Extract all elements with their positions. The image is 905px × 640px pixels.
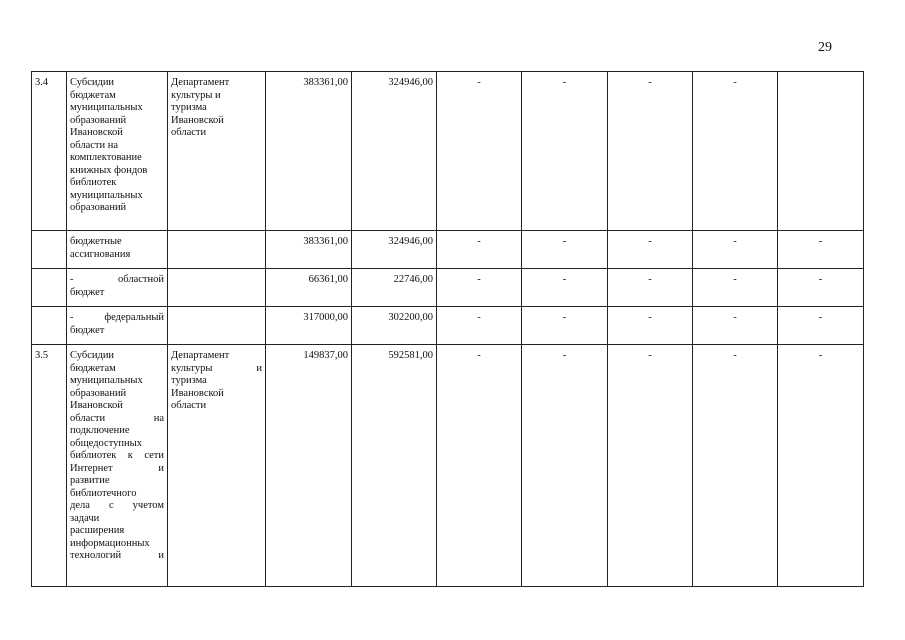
row-cell: - <box>778 345 864 587</box>
row-cell: - <box>778 269 864 307</box>
row-cell: - <box>693 307 778 345</box>
table-row <box>32 345 864 587</box>
row-value-1: 149837,00 <box>266 345 352 587</box>
row-cell: - <box>778 307 864 345</box>
row-description: Субсидии бюджетам муниципальных образований Ивановской области на комплектование книжных фондов библиотек муниципальных образований <box>67 72 168 231</box>
row-executor <box>168 269 266 307</box>
row-cell: - <box>437 72 522 231</box>
row-cell: - <box>522 345 608 587</box>
table-row <box>32 72 864 231</box>
row-executor <box>168 231 266 269</box>
row-cell <box>778 72 864 231</box>
table-row <box>32 307 864 345</box>
row-cell: - <box>522 231 608 269</box>
table-row <box>32 269 864 307</box>
row-cell: - <box>778 231 864 269</box>
row-cell: - <box>522 307 608 345</box>
row-description: Субсидии бюджетам муниципальных образований Ивановской области на подключение общедоступных библиотек к сети Интернет и развитие библиотечного дела с учетом задачи расширения информационных технологий и <box>67 345 168 587</box>
row-description: - федеральный бюджет <box>67 307 168 345</box>
row-index <box>32 231 67 269</box>
row-cell: - <box>693 231 778 269</box>
row-description: - областной бюджет <box>67 269 168 307</box>
row-cell: - <box>608 231 693 269</box>
row-executor: Департамент культуры и туризма Ивановской области <box>168 72 266 231</box>
row-cell: - <box>608 72 693 231</box>
row-value-2: 592581,00 <box>352 345 437 587</box>
row-cell: - <box>522 72 608 231</box>
row-value-1: 383361,00 <box>266 72 352 231</box>
row-cell: - <box>437 307 522 345</box>
row-index: 3.4 <box>32 72 67 231</box>
row-value-2: 302200,00 <box>352 307 437 345</box>
row-cell: - <box>693 345 778 587</box>
row-cell: - <box>608 307 693 345</box>
row-cell: - <box>437 345 522 587</box>
row-executor <box>168 307 266 345</box>
row-value-2: 22746,00 <box>352 269 437 307</box>
row-cell: - <box>608 345 693 587</box>
row-index <box>32 269 67 307</box>
row-index: 3.5 <box>32 345 67 587</box>
row-cell: - <box>437 269 522 307</box>
row-value-1: 66361,00 <box>266 269 352 307</box>
row-value-1: 383361,00 <box>266 231 352 269</box>
row-value-2: 324946,00 <box>352 231 437 269</box>
row-executor: Департамент культуры и туризма Ивановской области <box>168 345 266 587</box>
budget-table <box>31 71 864 587</box>
row-cell: - <box>522 269 608 307</box>
row-value-1: 317000,00 <box>266 307 352 345</box>
row-cell: - <box>693 269 778 307</box>
row-description: бюджетные ассигнования <box>67 231 168 269</box>
table-row <box>32 231 864 269</box>
row-cell: - <box>693 72 778 231</box>
row-value-2: 324946,00 <box>352 72 437 231</box>
row-index <box>32 307 67 345</box>
row-cell: - <box>437 231 522 269</box>
row-cell: - <box>608 269 693 307</box>
page-number: 29 <box>818 40 832 55</box>
